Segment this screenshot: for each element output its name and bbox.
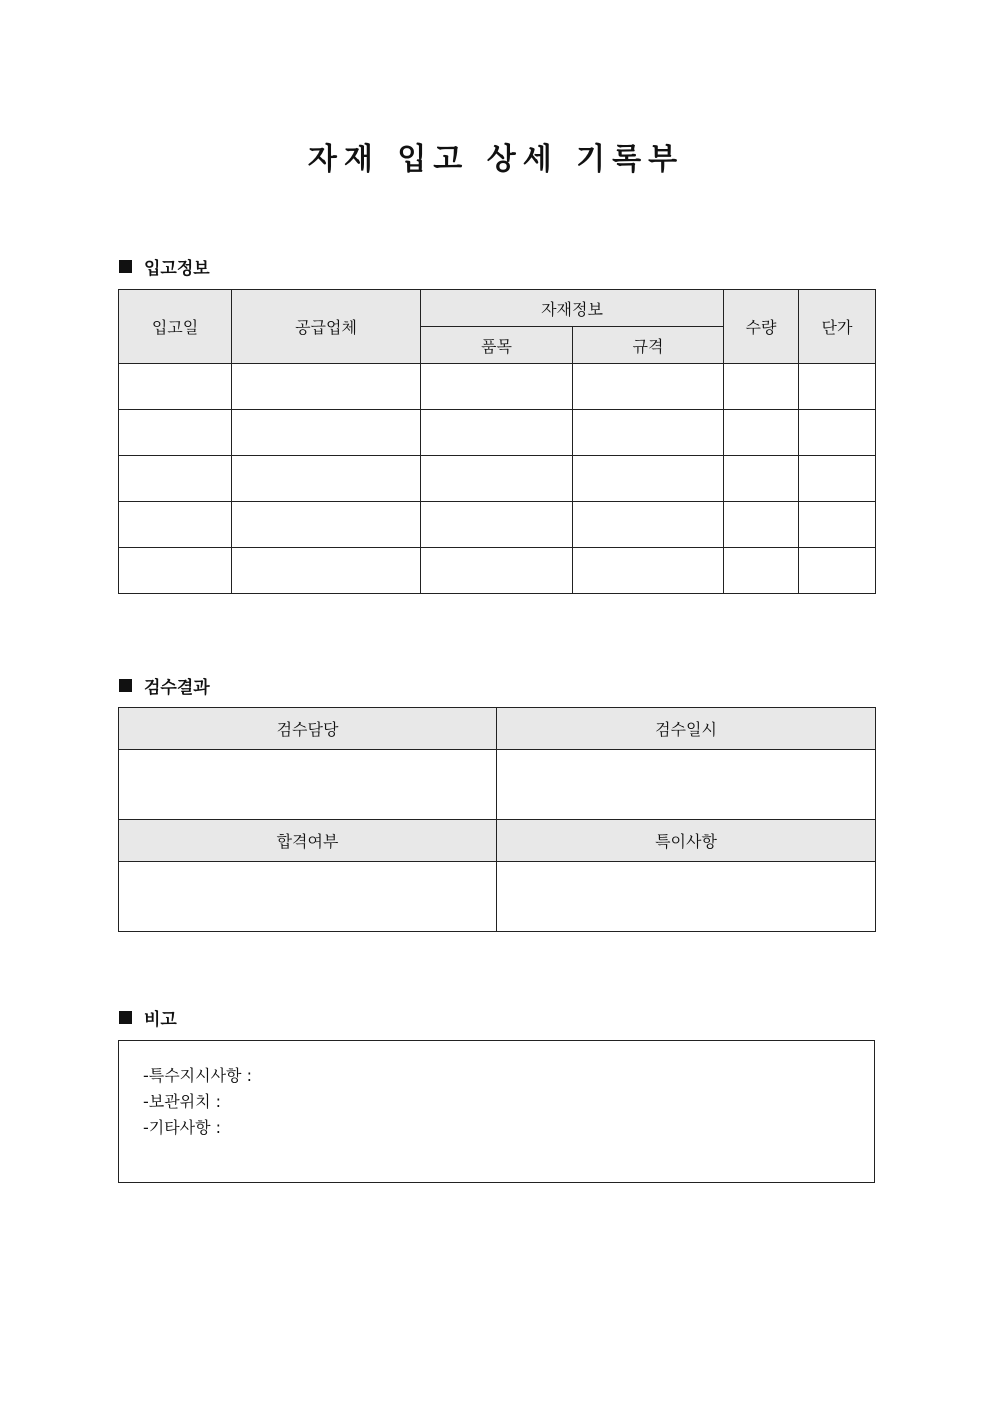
table-row	[119, 456, 876, 502]
inspection-section-heading	[119, 673, 210, 698]
square-bullet-icon	[119, 260, 132, 273]
cell-quantity[interactable]	[724, 410, 799, 456]
intake-table	[118, 289, 876, 594]
table-row	[119, 364, 876, 410]
cell-item[interactable]	[421, 548, 573, 594]
col-header-quantity: 수량	[724, 290, 799, 364]
col-header-date: 입고일	[119, 290, 232, 364]
cell-item[interactable]	[421, 502, 573, 548]
cell-unit-price[interactable]	[799, 410, 876, 456]
table-row	[119, 548, 876, 594]
cell-quantity[interactable]	[724, 502, 799, 548]
col-header-spec: 규격	[573, 327, 724, 364]
cell-spec[interactable]	[573, 456, 724, 502]
cell-quantity[interactable]	[724, 364, 799, 410]
cell-unit-price[interactable]	[799, 456, 876, 502]
cell-date[interactable]	[119, 456, 232, 502]
remark-other-notes: -기타사항 :	[143, 1118, 222, 1137]
pass-status-label: 합격여부	[119, 820, 497, 862]
remark-storage-location: -보관위치 :	[143, 1092, 222, 1111]
inspection-datetime-value[interactable]	[497, 750, 876, 820]
inspection-heading-label: 검수결과	[144, 678, 210, 698]
cell-date[interactable]	[119, 410, 232, 456]
cell-spec[interactable]	[573, 502, 724, 548]
special-notes-label: 특이사항	[497, 820, 876, 862]
pass-status-value[interactable]	[119, 862, 497, 932]
cell-date[interactable]	[119, 548, 232, 594]
cell-spec[interactable]	[573, 410, 724, 456]
cell-unit-price[interactable]	[799, 548, 876, 594]
cell-unit-price[interactable]	[799, 364, 876, 410]
square-bullet-icon	[119, 1011, 132, 1024]
page-title: 자재 입고 상세 기록부	[307, 142, 685, 177]
col-header-material-group: 자재정보	[421, 290, 724, 327]
cell-unit-price[interactable]	[799, 502, 876, 548]
square-bullet-icon	[119, 679, 132, 692]
table-row	[119, 502, 876, 548]
special-notes-value[interactable]	[497, 862, 876, 932]
col-header-item: 품목	[421, 327, 573, 364]
col-header-unit-price: 단가	[799, 290, 876, 364]
cell-item[interactable]	[421, 456, 573, 502]
cell-supplier[interactable]	[232, 364, 421, 410]
remarks-box[interactable]	[118, 1040, 875, 1183]
cell-supplier[interactable]	[232, 502, 421, 548]
cell-spec[interactable]	[573, 548, 724, 594]
inspection-datetime-label: 검수일시	[497, 708, 876, 750]
cell-supplier[interactable]	[232, 456, 421, 502]
remark-special-instructions: -특수지시사항 :	[143, 1066, 252, 1085]
cell-date[interactable]	[119, 364, 232, 410]
intake-section-heading	[119, 254, 210, 279]
inspector-label: 검수담당	[119, 708, 497, 750]
table-row	[119, 410, 876, 456]
intake-heading-label: 입고정보	[144, 259, 210, 279]
col-header-supplier: 공급업체	[232, 290, 421, 364]
cell-item[interactable]	[421, 364, 573, 410]
cell-supplier[interactable]	[232, 548, 421, 594]
cell-date[interactable]	[119, 502, 232, 548]
cell-item[interactable]	[421, 410, 573, 456]
inspection-table	[118, 707, 876, 932]
cell-quantity[interactable]	[724, 456, 799, 502]
cell-quantity[interactable]	[724, 548, 799, 594]
remarks-section-heading	[119, 1005, 177, 1030]
cell-supplier[interactable]	[232, 410, 421, 456]
remarks-heading-label: 비고	[144, 1010, 177, 1030]
cell-spec[interactable]	[573, 364, 724, 410]
inspector-value[interactable]	[119, 750, 497, 820]
